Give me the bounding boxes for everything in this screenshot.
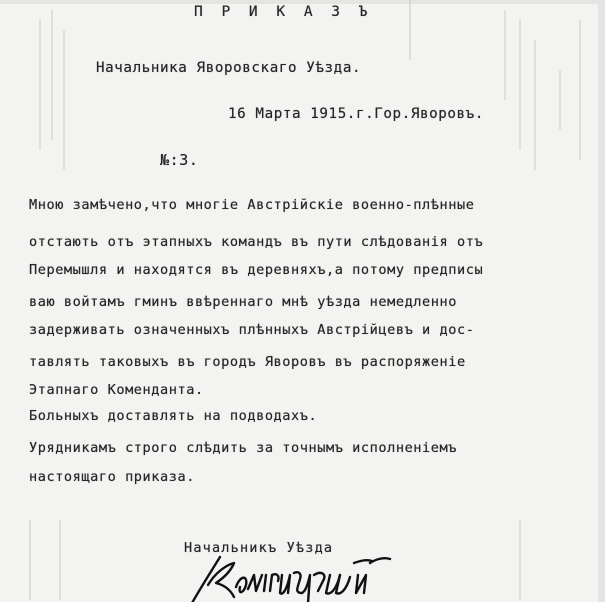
body-line: Урядникамъ строго слѣдить за точнымъ исполненіемъ	[29, 440, 457, 456]
handwritten-signature	[190, 545, 405, 602]
signoff-title: Начальникъ Уѣзда	[184, 540, 334, 556]
body-line: тавлять таковыхъ въ городъ Яворовъ въ распоряженіе	[29, 354, 466, 370]
body-line: отстають отъ этапныхъ командъ въ пути слѣдованія отъ	[29, 234, 484, 250]
document-number: №:3.	[160, 151, 199, 169]
body-line: Этапнаго Коменданта.	[29, 382, 204, 398]
document-subtitle: Начальника Яворовскаго Уѣзда.	[96, 60, 362, 76]
body-line: Больныхъ доставлять на подводахъ.	[29, 408, 318, 424]
body-line: задерживать означенныхъ плѣнныхъ Австрійцевъ и дос-	[29, 322, 475, 338]
document-title: П Р И К А З Ъ	[194, 4, 373, 20]
document-date: 16 Марта 1915.г.Гор.Яворовъ.	[228, 106, 484, 122]
body-line: Перемышля и находятся въ деревняхъ,а потому предписы	[29, 262, 484, 278]
body-line: ваю войтамъ гминъ ввѣреннаго мнѣ уѣзда немедленно	[29, 294, 457, 310]
body-line: Мною замѣчено,что многіе Австрійскіе военно-плѣнные	[29, 197, 475, 213]
body-line: настоящаго приказа.	[29, 469, 195, 485]
